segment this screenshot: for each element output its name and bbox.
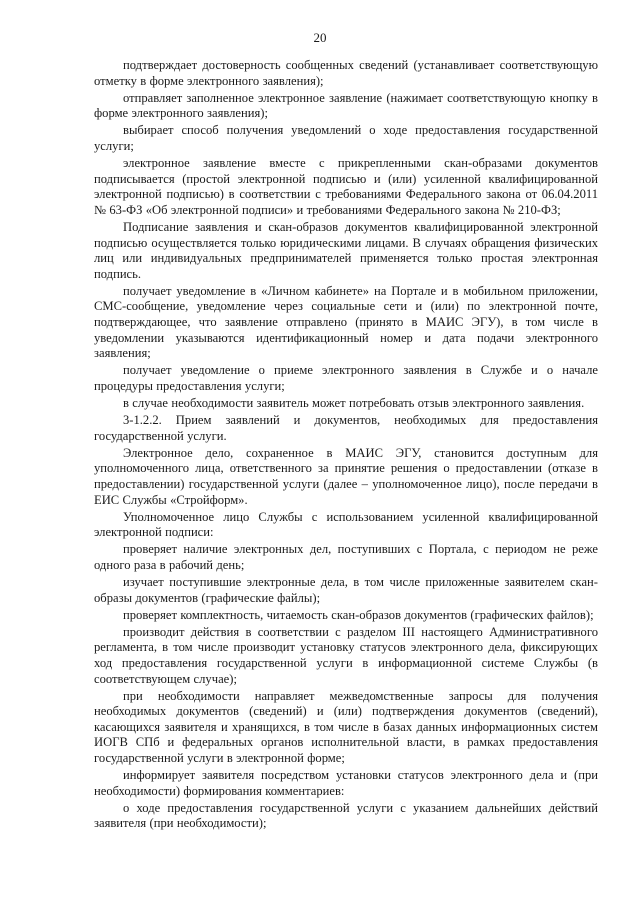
paragraph: проверяет комплектность, читаемость скан-образов документов (графических файлов);: [123, 607, 594, 622]
paragraph: отправляет заполненное электронное заявление (нажимает соответствующую кнопку в форме электронного заявления);: [94, 90, 598, 121]
paragraph: Уполномоченное лицо Службы с использованием усиленной квалифицированной электронной подписи:: [94, 509, 598, 540]
paragraph: электронное заявление вместе с прикрепленными скан-образами документов подписывается (простой электронной подписью и (или) усиленной квалифицированной электронной подписью) в соответствии с требованиями Федерального закона от 06.04.2011 № 63-ФЗ «Об электронной подписи» и требованиями Федерального закона № 210-ФЗ;: [94, 156, 598, 217]
paragraph: выбирает способ получения уведомлений о ходе предоставления государственной услуги;: [94, 123, 598, 153]
paragraph: производит действия в соответствии с разделом III настоящего Административного регламента, в том числе производит установку статусов электронного дела, фиксирующих ход предоставления государственной услуги в информационной системе Службы (в соответствующем случае);: [94, 624, 598, 686]
paragraph: информирует заявителя посредством установки статусов электронного дела и (при необходимости) формирования комментариев:: [94, 768, 598, 798]
paragraph: проверяет наличие электронных дел, поступивших с Портала, с периодом не реже одного раза в рабочий день;: [94, 542, 598, 572]
paragraph: о ходе предоставления государственной услуги с указанием дальнейших действий заявителя (при необходимости);: [94, 800, 598, 831]
paragraph: получает уведомление о приеме электронного заявления в Службе и о начале процедуры предоставления услуги;: [94, 363, 598, 393]
page-number: 20: [313, 30, 327, 45]
paragraph: в случае необходимости заявитель может потребовать отзыв электронного заявления.: [123, 395, 585, 410]
paragraph: Электронное дело, сохраненное в МАИС ЭГУ, становится доступным для уполномоченного лица, ответственного за принятие решения о предоставлении (отказе в предоставлении) государственной услуги (далее – уполномоченное лицо), после передачи в ЕИС Службы «Стройформ».: [94, 445, 598, 507]
paragraph: получает уведомление в «Личном кабинете» на Портале и в мобильном приложении, СМС-сообщение, уведомление через социальные сети и (или) по электронной почте, подтверждающее, что заявление отправлено (принято в МАИС ЭГУ), в том числе в уведомлении указываются идентификационный номер и дата подачи электронного заявления;: [94, 283, 598, 361]
document-body: [94, 58, 598, 834]
paragraph: Подписание заявления и скан-образов документов квалифицированной электронной подписью осуществляется только юридическими лицами. В случаях обращения физических лиц или индивидуальных предпринимателей применяется только простая электронная подпись.: [94, 219, 598, 281]
paragraph: при необходимости направляет межведомственные запросы для получения необходимых документов (сведений) и (или) подтверждения документов (сведений), касающихся заявителя и хранящихся, в том числе в базах данных информационных систем ИОГВ СПб и федеральных органов исполнительной власти, в рамках предоставления государственной услуги в электронной форме;: [94, 688, 598, 766]
section-heading: 3-1.2.2. Прием заявлений и документов, необходимых для предоставления государственной услуги.: [94, 413, 598, 443]
paragraph: изучает поступившие электронные дела, в том числе приложенные заявителем скан-образы документов (графические файлы);: [94, 575, 598, 605]
paragraph: подтверждает достоверность сообщенных сведений (устанавливает соответствующую отметку в форме электронного заявления);: [94, 58, 598, 88]
